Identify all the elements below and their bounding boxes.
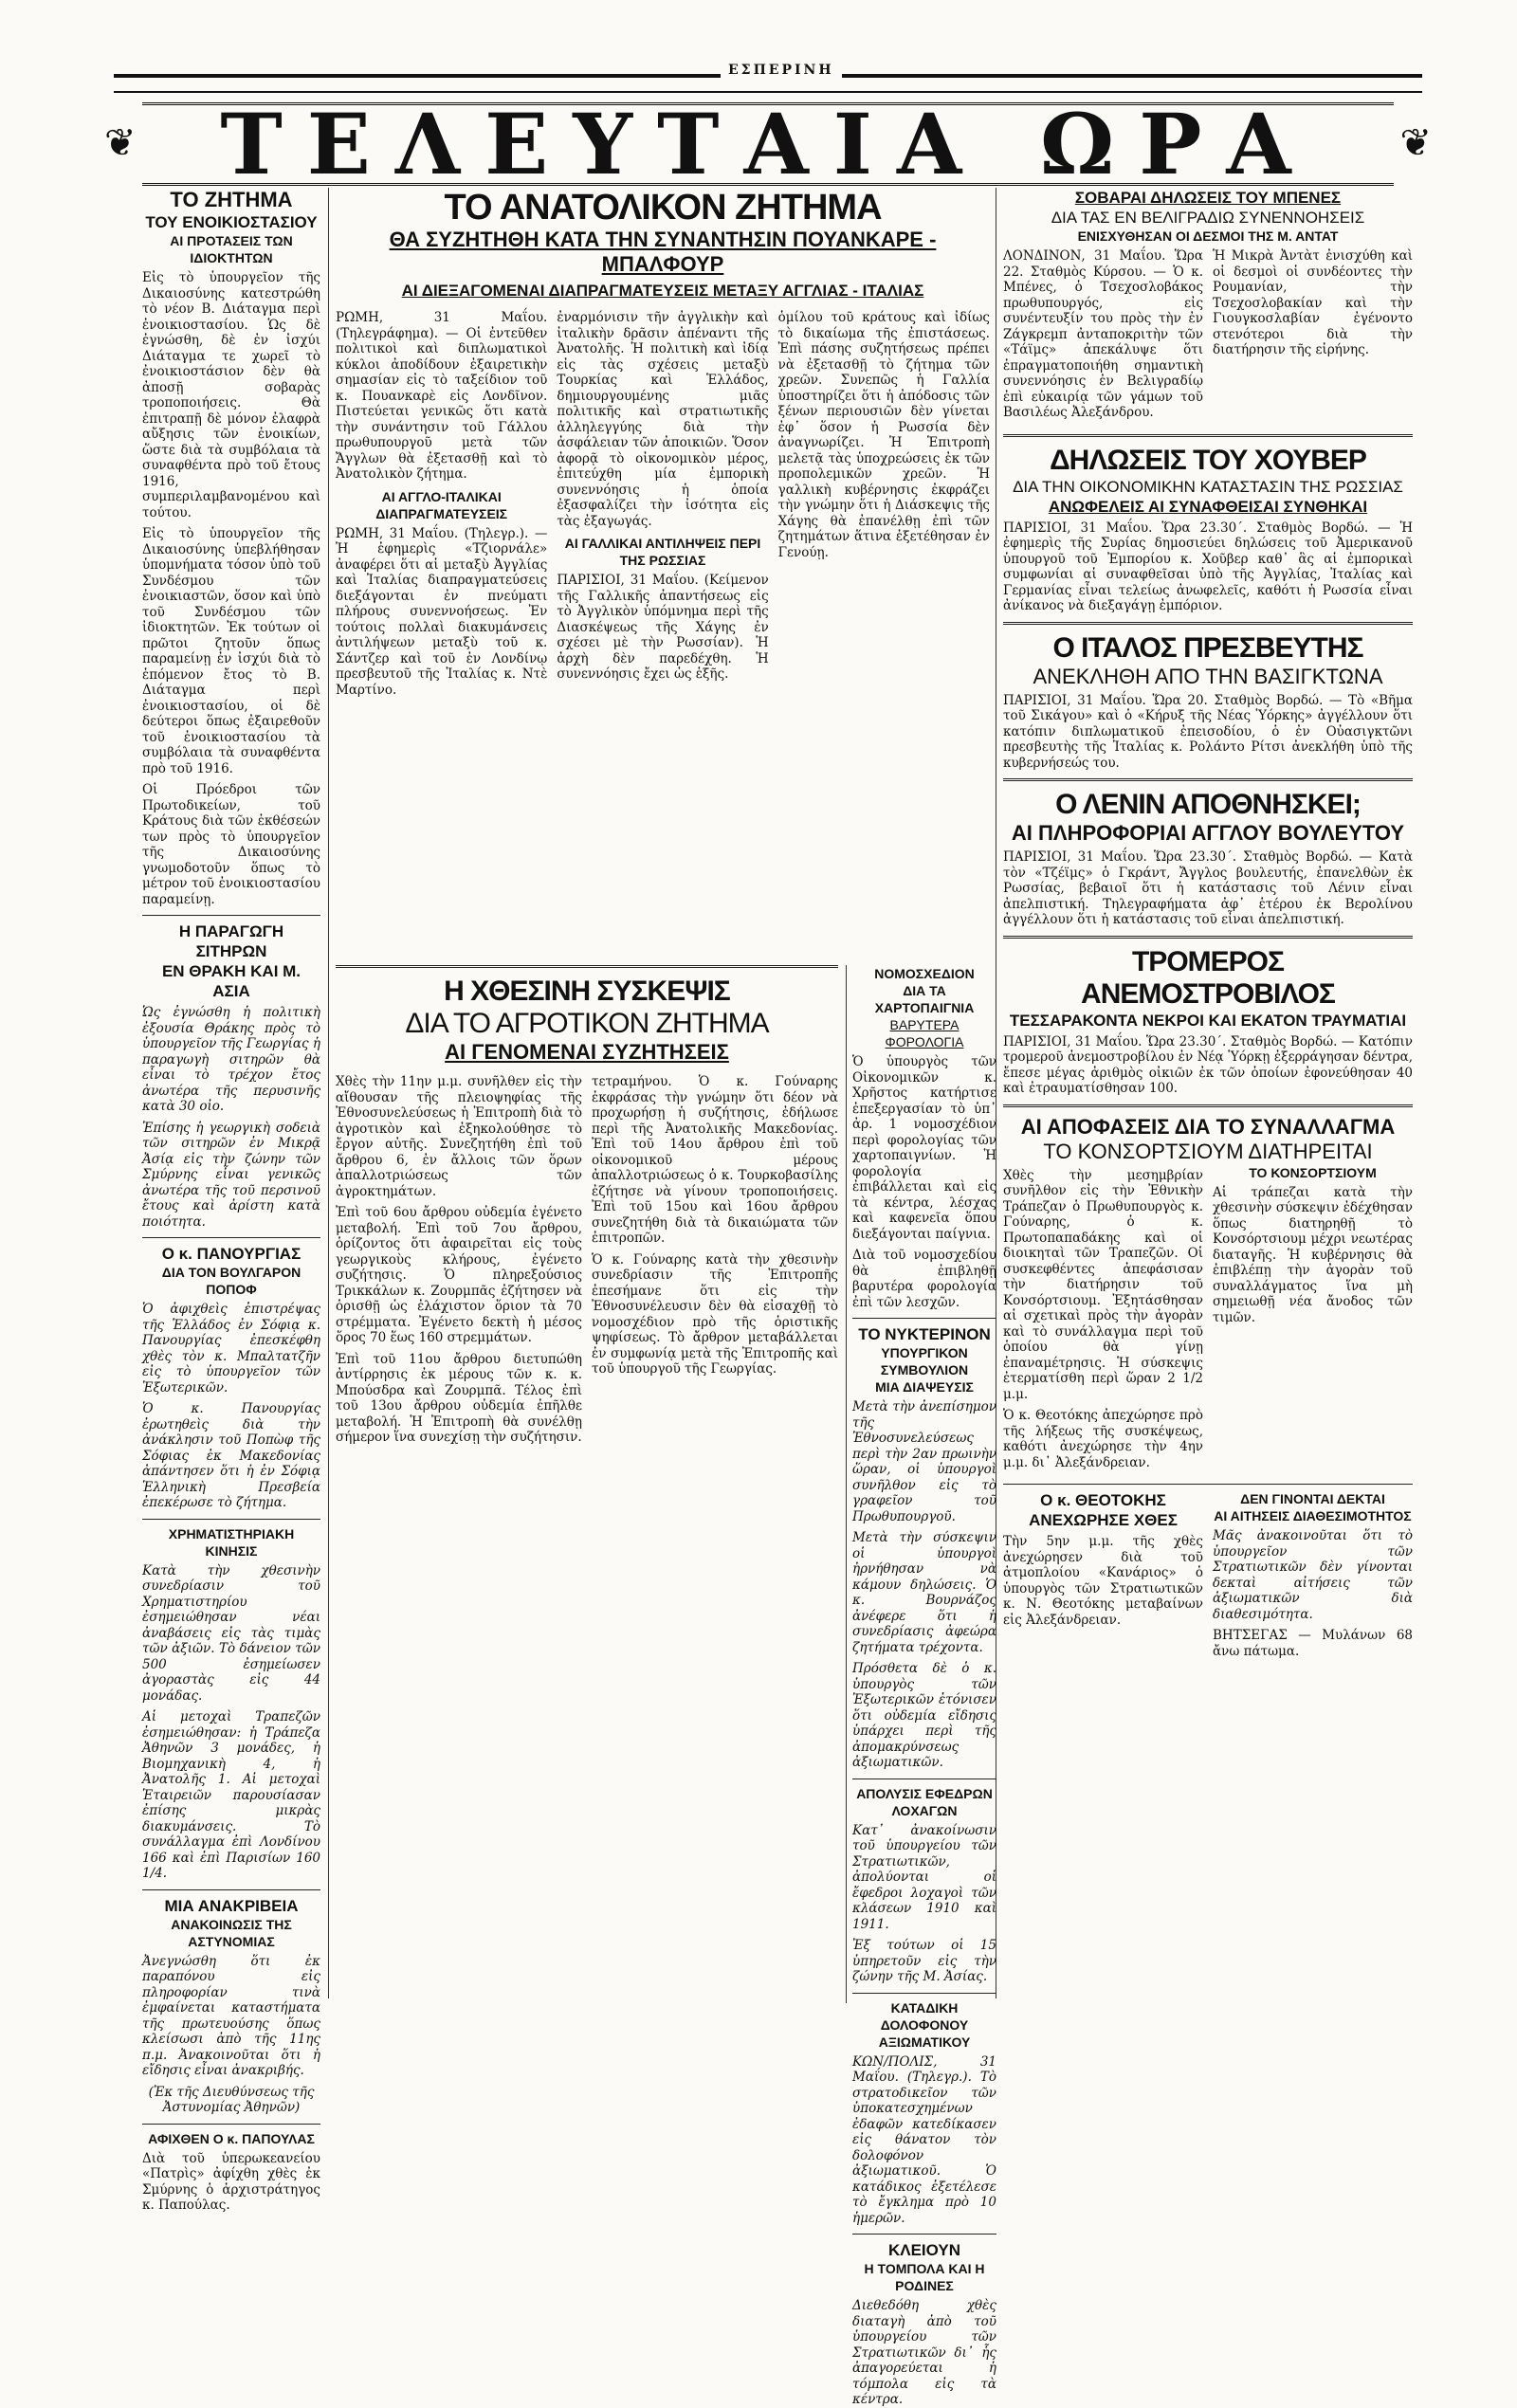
article-columns bbox=[1003, 1164, 1413, 1477]
article-body: ἐναρμόνισιν τῆν ἀγγλικὴν καὶ ἰταλικὴν δρᾶσιν ἀπέναντι τῆς Ἀνατολῆς. Ἡ πολιτικὴ καὶ ἰδίᾳ εἰς τὰς σχέσεις μεταξὺ Τουρκίας καὶ Ἑλλάδος, δημιουργουμένης μιᾶς πολιτικῆς καὶ στρατιωτικῆς ἀλληλεγγύης διὰ τὴν ἀσφάλειαν τῶν ἀποικιῶν. Ὅσον ἀφορᾷ τὸ οἰκονομικὸν μέρος, ἐπιτεύχθη μία ἐμπορικὴ συνεννόησις ἡ ὁποία ἐξασφαλίζει τὴν ἰσότητα εἰς τὰς ἐξαγωγάς. bbox=[557, 310, 769, 529]
article-subtitle: ΒΑΡΥΤΕΡΑ ΦΟΡΟΛΟΓΙΑ bbox=[885, 1017, 964, 1049]
article-body: Κατ᾽ ἀνακοίνωσιν τοῦ ὑπουργείου τῶν Στρατιωτικῶν, ἀπολύονται οἱ ἔφεδροι λοχαγοὶ τῶν κλάσεων 1910 καὶ 1911. bbox=[852, 1822, 996, 1932]
article-subtitle: ΑΙ ΓΕΝΟΜΕΝΑΙ ΣΥΖΗΤΗΣΕΙΣ bbox=[445, 1040, 729, 1064]
article-applications bbox=[1213, 1490, 1413, 1665]
article-agrarian-meeting bbox=[336, 958, 838, 2005]
article-stock-exchange bbox=[142, 1525, 320, 1882]
article-title: Ο ΙΤΑΛΟΣ ΠΡΕΣΒΕΥΤΗΣ bbox=[1052, 631, 1363, 664]
column-right bbox=[1003, 188, 1413, 2008]
article-subtitle: ΥΠΟΥΡΓΙΚΟΝ ΣΥΜΒΟΥΛΙΟΝ bbox=[880, 1345, 969, 1377]
article-title: Ο κ. ΘΕΟΤΟΚΗΣ bbox=[1040, 1491, 1166, 1509]
article-title: ΑΠΟΛΥΣΙΣ ΕΦΕΔΡΩΝ ΛΟΧΑΓΩΝ bbox=[856, 1785, 993, 1818]
article-title: Η ΧΘΕΣΙΝΗ ΣΥΣΚΕΨΙΣ bbox=[444, 976, 730, 1007]
article-body: Ἡ Μικρὰ Ἀντὰτ ἐνισχύθη καὶ οἱ δεσμοὶ οἱ συνδέοντες τὴν Ρουμανίαν, τὴν Τσεχοσλοβακίαν καὶ τὴν Γιουγκοσλαβίαν ἐγένοντο στενότεροι διὰ τὴν διατήρησιν τῆς εἰρήνης. bbox=[1213, 248, 1413, 357]
article-body: ΠΑΡΙΣΙΟΙ, 31 Μαΐου. Ὥρα 23.30΄. Σταθμὸς Βορδώ. — Κατὰ τὸν «Τζέϊμς» ὁ Γκράντ, Ἄγγλος βουλευτής, ἐπανελθὼν ἐκ Ρωσσίας, βεβαιοῖ ὅτι ἡ κατάστασις τοῦ Λένιν εἶναι ἀπελπιστική. Τηλεγραφήματα ἀφ᾽ ἑτέρου ἐκ Βερολίνου ἀγγέλλουν ὅτι ἡ κατάστασις τοῦ εἶναι ἀπελπιστική. bbox=[1003, 849, 1413, 927]
divider bbox=[1003, 622, 1413, 625]
article-card-games-bill bbox=[852, 965, 996, 1310]
divider bbox=[142, 915, 320, 916]
article-title: ΤΟΥ ΕΝΟΙΚΙΟΣΤΑΣΙΟΥ bbox=[145, 213, 318, 231]
article-column bbox=[778, 306, 990, 960]
article-body: Αἱ τράπεζαι κατὰ τὴν χθεσινὴν σύσκεψιν ἐδέχθησαν ὅπως διατηρηθῇ τὸ Κονσόρτσιουμ μέχρι νεωτέρας διαταγῆς. Ἡ κυβέρνησις θὰ ἐπιβλέπῃ τὴν ἀγορὰν τοῦ συναλλάγματος ἵνα μὴ σημειωθῇ νέα ἄνοδος τῶν τιμῶν. bbox=[1213, 1184, 1413, 1325]
divider bbox=[142, 2124, 320, 2125]
article-body: ΚΩΝ/ΠΟΛΙΣ, 31 Μαΐου. (Τηλεγρ.). Τὸ στρατοδικεῖον τῶν ὑποκατεσχημένων ἐδαφῶν κατεδίκασεν εἰς θάνατον τὸν δολοφόνον ἀξιωματικοῦ. Ὁ κατάδικος ἐξετέλεσε τὸ ἔγκλημα πρὸ 10 ἡμερῶν. bbox=[852, 2053, 996, 2226]
article-title: ΔΕΝ ΓΙΝΟΝΤΑΙ ΔΕΚΤΑΙ bbox=[1240, 1491, 1385, 1506]
article-papoulas bbox=[142, 2130, 320, 2214]
ornament-right-icon: ❦ bbox=[1399, 121, 1432, 165]
article-subtitle: ΑΝΑΚΟΙΝΩΣΙΣ ΤΗΣ ΑΣΤΥΝΟΜΙΑΣ bbox=[171, 1916, 292, 1949]
article-column bbox=[557, 306, 768, 960]
article-title: ΤΟ ΖΗΤΗΜΑ bbox=[170, 188, 293, 211]
column-rule bbox=[328, 188, 329, 1998]
divider bbox=[336, 965, 838, 968]
article-body: Πρόσθετα δὲ ὁ κ. ὑπουργὸς τῶν Ἐξωτερικῶν ἐτόνισεν ὅτι οὐδεμία εἴδησις ὑπάρχει περὶ τῆς ἀπομακρύνσεως ἀξιωματικῶν. bbox=[852, 1661, 996, 1770]
article-title: Ο ΛΕΝΙΝ ΑΠΟΘΝΗΣΚΕΙ; bbox=[1055, 789, 1361, 820]
article-body: Χθὲς τὴν μεσημβρίαν συνῆλθον εἰς τὴν Ἐθνικὴν Τράπεζαν ὁ Πρωθυπουργὸς κ. Γούναρης, ὁ κ. Πρωτοπαπαδάκης καὶ οἱ διοικηταὶ τῶν Τραπεζῶν. Οἱ συσκεφθέντες ἀπεφάσισαν τὴν διατήρησιν τοῦ Κονσόρτσιουμ. Ἐξητάσθησαν αἱ σχετικαὶ πρὸς τὴν ἀγορὰν καὶ τὸ συνάλλαγμα περὶ τοῦ ὁποίου θὰ γίνῃ ἐπαναμέτρησις. Ἡ σύσκεψις ἐτερματίσθη περὶ ὥραν 2 1/2 μ.μ. bbox=[1003, 1167, 1203, 1402]
article-hoover bbox=[1003, 445, 1413, 614]
article-subtitle: ΑΙ ΑΙΤΗΣΕΙΣ ΔΙΑΘΕΣΙΜΟΤΗΤΟΣ bbox=[1214, 1508, 1412, 1523]
article-conviction bbox=[852, 1999, 996, 2227]
article-subtitle: ΤΟ ΚΟΝΣΟΡΤΣΙΟΥΜ ΔΙΑΤΗΡΕΙΤΑΙ bbox=[1043, 1139, 1373, 1163]
article-source: (Ἐκ τῆς Διευθύνσεως τῆς Ἀστυνομίας Ἀθηνῶν) bbox=[148, 2084, 315, 2115]
article-theotokis bbox=[1003, 1490, 1203, 1665]
article-body: Εἰς τὸ ὑπουργεῖον τῆς Δικαιοσύνης κατεστρώθη τὸ νέον Β. Διάταγμα περὶ ἐνοικιοστασίου. Ὡς δὲ ἐγνώσθη, δὲ ἐν ἰσχύι Διάταγμα τε χωρεῖ τὸ ἐνοικιοστάσιον δὲν θὰ ἀποσῇ σοβαρὰς τροποποιήσεις. Θὰ ἐπιτραπῇ δὲ μόνον ἐλαφρὰ αὔξησις τῶν ἐνοικίων, ὥστε διὰ τὰ συμβόλαια τὰ συναφθέντα πρὸ τοῦ ἔτους 1916, συμπεριλαμβανομένου καὶ τούτου. bbox=[142, 270, 320, 520]
article-body: Εἰς τὸ ὑπουργεῖον τῆς Δικαιοσύνης ὑπεβλήθησαν ὑπομνήματα τόσον ὑπὸ τοῦ Συνδέσμου τῶν ἐνοικιαστῶν, ὅσον καὶ ὑπὸ τοῦ Συνδέσμου τῶν ἰδιοκτητῶν. Ἐκ τούτων οἱ πρῶτοι ζητοῦν ὅπως παραμείνῃ ἐν ἰσχύι διὰ τὸ ἑπόμενον ἔτος τὸ Β. Διάταγμα περὶ ἐνοικιοστασίου, οἱ δὲ δεύτεροι ὅπως ἐξαιρεθοῦν τοῦ ἐνοικιοστασίου τὰ συμβόλαια τὰ συναφθέντα πρὸ τοῦ 1916. bbox=[142, 526, 320, 776]
article-title: ΝΟΜΟΣΧΕΔΙΟΝ bbox=[874, 966, 975, 981]
divider bbox=[1003, 778, 1413, 781]
divider bbox=[1003, 434, 1413, 437]
section-banner bbox=[104, 95, 1432, 193]
article-body: τετραμήνου. Ὁ κ. Γούναρης ἐκφράσας τὴν γνώμην ὅτι δέον νὰ προχωρήσῃ ἡ συζήτησις, ἐδήλωσε περὶ τῆς Ἀνατολικῆς Μακεδονίας. Ἐπὶ τοῦ 14ου ἄρθρου ἐπὶ τοῦ οἰκονομικοῦ μέρους ἀπαλλοτριώσεως ὁ κ. Τουρκοβασίλης ἐζήτησε νὰ γίνουν τροποποιήσεις. Ἐπὶ τοῦ 15ου καὶ 16ου ἄρθρου συνεζητήθη διὰ τὰ δικαιώματα τῶν ἐπιτροπῶν. bbox=[592, 1074, 838, 1246]
divider bbox=[142, 1237, 320, 1238]
article-body: Μετὰ τὴν ἀνεπίσημον τῆς Ἐθνοσυνελεύσεως περὶ τὴν 2αν πρωινὴν ὥραν, οἱ ὑπουργοὶ συνῆλθον εἰς τὸ γραφεῖον τοῦ Πρωθυπουργοῦ. bbox=[852, 1399, 996, 1524]
article-body: Ἀνεγνώσθη ὅτι ἐκ παραπόνου εἰς πληροφορίαν τινὰ ἐμφαίνεται καταστήματα τῆς πρωτευούσης ὅπως κλείσωσι ἀπὸ τῆς 11ης π.μ. Ἀνακοινοῦται ὅτι ἡ εἴδησις εἶναι ἀνακριβής. bbox=[142, 1953, 320, 2078]
divider bbox=[1003, 1484, 1413, 1485]
article-title: ΤΡΟΜΕΡΟΣ ΑΝΕΜΟΣΤΡΟΒΙΛΟΣ bbox=[1081, 945, 1335, 1010]
article-body: Οἱ Πρόεδροι τῶν Πρωτοδικείων, τοῦ Κράτους διὰ τῶν ἐκθέσεών των πρὸς τὸ ὑπουργεῖον τῆς Δικαιοσύνης γνωμοδοτοῦν ὅπως τὸ μέτρον τοῦ ἐνοικιοστασίου παραμείνῃ. bbox=[142, 782, 320, 907]
article-body: Ὁ ὑπουργὸς τῶν Οἰκονομικῶν κ. Χρῆστος κατήρτισε ἐπεξεργασίαν τὸ ὑπ᾽ ἀρ. 1 νομοσχέδιον περὶ φορολογίας τῶν χαρτοπαιγνίων. Ἡ φορολογία ἐπιβάλλεται καὶ εἰς τὰ κέντρα, λέσχας καὶ καφενεῖα ὅπου διεξάγονται παίγνια. bbox=[852, 1054, 996, 1242]
article-body: ΠΑΡΙΣΙΟΙ, 31 Μαΐου. Ὥρα 20. Σταθμὸς Βορδώ. — Τὸ «Βῆμα τοῦ Σικάγου» καὶ ὁ «Κήρυξ τῆς Νέας Ὑόρκης» ἀγγέλλουν ὅτι κατόπιν διπλωματικοῦ ἐπεισοδίου, ὁ ἐν Οὐασιγκτῶνι πρεσβευτὴς τῆς Ἰταλίας κ. Ρολάντο Ρίτσι ἀνεκλήθη ὑπὸ τῆς κυβερνήσεώς του. bbox=[1003, 692, 1413, 771]
article-body: Διὰ τοῦ νομοσχεδίου θὰ ἐπιβληθῇ βαρυτέρα φορολογία ἐπὶ τῶν λεσχῶν. bbox=[852, 1248, 996, 1310]
top-rule bbox=[114, 63, 1422, 93]
article-lenin bbox=[1003, 789, 1413, 928]
article-reserve-captains bbox=[852, 1785, 996, 1985]
article-body: Ὁ κ. Θεοτόκης ἀπεχώρησε πρὸ τῆς λήξεως τῆς συσκέψεως, καθότι ἀνεχώρησε τὴν 4ην μ.μ. δι᾽ Ἀλεξάνδρειαν. bbox=[1003, 1408, 1203, 1470]
article-body: ΠΑΡΙΣΙΟΙ, 31 Μαΐου. Ὥρα 23.30΄. Σταθμὸς Βορδώ. — Ἡ ἐφημερὶς τῆς Συρίας δημοσιεύει δηλώσεις τοῦ Ἀμερικανοῦ ὑπουργοῦ τοῦ Ἐμπορίου κ. Χοῦβερ καθ᾽ ἃς αἱ ἐμπορικαὶ συμφωνίαι αἱ συναφθεῖσαι ὑπὸ τῆς Ἀγγλίας, Ἰταλίας καὶ Γερμανίας εἶναι τελείως ἀνωφελεῖς, καθότι ἡ Ρωσσία εἶναι ἀνίκανος νὰ διεξαγάγῃ ἐμπόριον. bbox=[1003, 520, 1413, 613]
article-columns bbox=[336, 1070, 838, 1451]
article-body: Ἐπὶ τοῦ 6ου ἄρθρου οὐδεμία ἐγένετο μεταβολή. Ἐπὶ τοῦ 7ου ἄρθρου, ὁρίζοντος ὅτι ἀφαιρεῖται εἰς τοὺς γεωργικοὺς κλήρους, ἐγένετο συζήτησις. Ὁ πληρεξούσιος Τρικκάλων κ. Ζουρμπᾶς ἐζήτησεν νὰ ὁρισθῇ ὡς ἐλάχιστον ὅριον τὰ 70 στρέμματα. Ἐγένετο δεκτὴ ἡ μέσος ὅρος 70 ἕως 160 στρεμμάτων. bbox=[336, 1205, 582, 1345]
ornament-left-icon: ❦ bbox=[104, 121, 137, 165]
article-body: ὁμίλου τοῦ κράτους καὶ ἰδίως τὸ δικαίωμα τῆς ἐπιστάσεως. Ἐπὶ πάσης συζητήσεως πρέπει νὰ ἐξετασθῇ τὸ ζήτημα τῶν χρεῶν. Συνεπῶς ἡ Γαλλία ὑποστηρίζει ὅτι ἡ ἀπόδοσις τῶν ξένων περιουσιῶν δὲν γίνεται ἐφ᾽ ὅσον ἡ Ρωσσία δὲν ἀναγνωρίζει. Ἡ Ἑπιτροπὴ μελετᾷ τὰς ὑποχρεώσεις ἐκ τῶν προπολεμικῶν χρεῶν. Ἡ γαλλικὴ κυβέρνησις ἐκφράζει τὴν γνώμην ὅτι ἡ Διάσκεψις τῆς Χάγης θὰ ἐπανέλθῃ ἐπὶ τῶν ζητημάτων ἅτινα ἐξετέθησαν ἐν Γενούῃ. bbox=[777, 310, 990, 560]
article-subtitle: ΔΙΑ ΤΑ ΧΑΡΤΟΠΑΙΓΝΙΑ bbox=[874, 983, 975, 1015]
article-grain-production bbox=[142, 921, 320, 1230]
divider bbox=[1003, 936, 1413, 939]
article-title: ΧΡΗΜΑΤΙΣΤΗΡΙΑΚΗ ΚΙΝΗΣΙΣ bbox=[168, 1525, 295, 1559]
article-panourgias bbox=[142, 1244, 320, 1511]
article-title: Ο κ. ΠΑΝΟΥΡΓΙΑΣ bbox=[161, 1245, 302, 1263]
article-subtitle: ΔΙΑ ΤΟ ΑΓΡΟΤΙΚΟΝ ΖΗΤΗΜΑ bbox=[405, 1008, 769, 1039]
article-exchange-decisions bbox=[1003, 1115, 1413, 1477]
article-title: Η ΠΑΡΑΓΩΓΗ ΣΙΤΗΡΩΝ bbox=[178, 922, 284, 960]
article-title: ΚΑΤΑΔΙΚΗ bbox=[890, 1999, 959, 2016]
article-columns bbox=[1003, 245, 1413, 427]
divider bbox=[142, 1519, 320, 1520]
article-title: ΑΙ ΑΠΟΦΑΣΕΙΣ ΔΙΑ ΤΟ ΣΥΝΑΛΛΑΓΜΑ bbox=[1020, 1114, 1396, 1139]
divider bbox=[852, 1318, 996, 1319]
article-subtitle: ΕΝΙΣΧΥΘΗΣΑΝ ΟΙ ΔΕΣΜΟΙ ΤΗΣ Μ. ΑΝΤΑΤ bbox=[1077, 228, 1339, 244]
article-body: Αἱ μετοχαὶ Τραπεζῶν ἐσημειώθησαν: ἡ Τράπεζα Ἀθηνῶν 3 μονάδες, ἡ Βιομηχανικὴ 4, ἡ Ἀνατολῆς 1. Αἱ μετοχαὶ Ἑταιρειῶν παρουσίασαν ἐπίσης μικρὰς διακυμάνσεις. Τὸ συνάλλαγμα ἐπὶ Λονδίνου 166 καὶ ἐπὶ Παρισίων 160 1/4. bbox=[142, 1709, 320, 1881]
article-subtitle: ΔΙΑ ΤΑΣ ΕΝ ΒΕΛΙΓΡΑΔΙΩ ΣΥΝΕΝΝΟΗΣΕΙΣ bbox=[1051, 209, 1365, 227]
article-columns bbox=[1003, 1490, 1413, 1672]
article-title: ΤΟ ΑΝΑΤΟΛΙΚΟΝ ΖΗΤΗΜΑ bbox=[444, 188, 882, 228]
article-body: Μᾶς ἀνακοινοῦται ὅτι τὸ ὑπουργεῖον τῶν Στρατιωτικῶν δὲν γίνονται δεκταὶ αἰτήσεις τῶν ἀξιωματικῶν διὰ διαθεσιμότητα. bbox=[1213, 1528, 1413, 1622]
article-subtitle: ΜΙΑ ΔΙΑΨΕΥΣΙΣ bbox=[875, 1379, 974, 1395]
article-body: Διὰ τοῦ ὑπερωκεανείου «Πατρὶς» ἀφίχθη χθὲς ἐκ Σμύρνης ὁ ἀρχιστράτηγος κ. Παπούλας. bbox=[142, 2150, 320, 2213]
article-police-notice bbox=[142, 1896, 320, 2116]
article-subtitle: ΘΑ ΣΥΖΗΤΗΘΗ ΚΑΤΑ ΤΗΝ ΣΥΝΑΝΤΗΣΙΝ ΠΟΥΑΝΚΑΡΕ - ΜΠΑΛΦΟΥΡ bbox=[389, 228, 937, 276]
article-title: ΜΙΑ ΑΝΑΚΡΙΒΕΙΑ bbox=[164, 1896, 299, 1915]
article-subtitle: ΔΟΛΟΦΟΝΟΥ ΑΞΙΩΜΑΤΙΚΟΥ bbox=[878, 2016, 971, 2050]
article-subtitle: ΔΙΑ ΤΟΝ ΒΟΥΛΓΑΡΟΝ ΠΟΠΟΦ bbox=[161, 1265, 302, 1297]
article-title: ΤΟ ΝΥΚΤΕΡΙΝΟΝ bbox=[858, 1325, 991, 1343]
article-tornado bbox=[1003, 946, 1413, 1097]
article-subtitle: ΕΝ ΘΡΑΚΗ ΚΑΙ Μ. ΑΣΙΑ bbox=[161, 962, 302, 1000]
article-column bbox=[336, 1070, 582, 1451]
article-title: ΑΦΙΧΘΕΝ Ο κ. ΠΑΠΟΥΛΑΣ bbox=[148, 2130, 315, 2146]
article-subtitle: ΤΕΣΣΑΡΑΚΟΝΤΑ ΝΕΚΡΟΙ ΚΑΙ ΕΚΑΤΟΝ ΤΡΑΥΜΑΤΙΑΙ bbox=[1009, 1011, 1407, 1030]
article-subtitle: Η ΤΟΜΠΟΛΑ ΚΑΙ Η ΡΟΔΙΝΕΣ bbox=[864, 2261, 985, 2293]
article-body: Χθὲς τὴν 11ην μ.μ. συνῆλθεν εἰς τὴν αἴθουσαν τῆς πλειοψηφίας τῆς Ἐθνοσυνελεύσεως ἡ Ἐπιτροπὴ διὰ τὸ ἀγροτικὸν καὶ ἐξηκολούθησε τὸ ἔργον αὐτῆς. Συνεζητήθη ἐπὶ τοῦ ἄρθρου 6, ἐν ἄλλοις τῶν ὅρων ἀπαλλοτριώσεως τῶν ἀγροκτημάτων. bbox=[336, 1074, 582, 1199]
article-subtitle: ΑΙ ΠΛΗΡΟΦΟΡΙΑΙ ΑΓΓΛΟΥ ΒΟΥΛΕΥΤΟΥ bbox=[1011, 821, 1405, 845]
article-body: Ἐπίσης ἡ γεωργικὴ σοδειὰ τῶν σιτηρῶν ἐν Μικρᾷ Ἀσίᾳ εἰς τὴν ζώνην τῶν Σμύρνης εἶναι γενικῶς ἀνωτέρα τῆς τοῦ περσινοῦ ἔτους καὶ ἀρίστη κατὰ ποιότητα. bbox=[142, 1120, 320, 1230]
article-body: Ὁ κ. Πανουργίας ἐρωτηθεὶς διὰ τὴν ἀνάκλησιν τοῦ Ποπὼφ τῆς Σόφιας ἐκ Μακεδονίας ἀπάντησεν ὅτι ἡ ἐν Σόφιᾳ Ἑλληνικὴ Πρεσβεία ἐπεκέρωσε τὸ ζήτημα. bbox=[142, 1401, 320, 1510]
article-body: ΡΩΜΗ, 31 Μαΐου. (Τηλεγρ.). — Ἡ ἐφημερὶς «Τζιορνάλε» ἀναφέρει ὅτι αἱ μεταξὺ Ἀγγλίας καὶ Ἰταλίας διαπραγματεύσεις διεξάγονται ἐν πνεύματι πλήρους συνεννοήσεως. Ἐν τούτοις πολλαὶ διακυμάνσεις ἀντιλήψεων μεταξὺ τοῦ κ. Σάντζερ καὶ τοῦ ἐν Λονδίνῳ πρεσβευτοῦ τῆς Ἰταλίας κ. Ντὲ Μαρτίνο. bbox=[336, 525, 548, 698]
article-italian-ambassador bbox=[1003, 632, 1413, 772]
article-subheading: ΑΙ ΑΓΓΛΟ-ΙΤΑΛΙΚΑΙ ΔΙΑΠΡΑΓΜΑΤΕΥΣΕΙΣ bbox=[375, 488, 508, 521]
article-subtitle: ΑΝΕΚΛΗΘΗ ΑΠΟ ΤΗΝ ΒΑΣΙΓΚΤΩΝΑ bbox=[1033, 664, 1383, 688]
column-middle bbox=[846, 965, 996, 2407]
divider bbox=[142, 1889, 320, 1890]
article-body: ΠΑΡΙΣΙΟΙ, 31 Μαΐου. (Κείμενον τῆς Γαλλικῆς ἀπαντήσεως εἰς τὸ Ἀγγλικὸν ὑπόμνημα περὶ τῆς Διασκέψεως τῆς Χάγης ἐν σχέσει μὲ τὴν Ρωσσίαν). Ἡ ἀρχὴ δὲν παρεδέχθη. Ἡ συνεννόησις ἔχει ὡς ἑξῆς. bbox=[557, 573, 769, 682]
column-left bbox=[142, 188, 320, 2213]
article-benes bbox=[1003, 188, 1413, 427]
divider bbox=[852, 2234, 996, 2235]
masthead-mark: ΕΣΠΕΡΙΝΗ bbox=[721, 63, 842, 78]
article-title: ΚΛΕΙΟΥΝ bbox=[887, 2241, 961, 2259]
article-body: Τὴν 5ην μ.μ. τῆς χθὲς ἀνεχώρησεν διὰ τοῦ ἀτμοπλοίου «Κανάριος» ὁ ὑπουργὸς τῶν Στρατιωτικῶν κ. Ν. Θεοτόκης μεταβαίνων εἰς Ἀλεξάνδρειαν. bbox=[1003, 1534, 1203, 1628]
article-subtitle: ΑΝΕΧΩΡΗΣΕ ΧΘΕΣ bbox=[1029, 1511, 1178, 1529]
divider bbox=[852, 1993, 996, 1994]
article-body: Κατὰ τὴν χθεσινὴν συνεδρίασιν τοῦ Χρηματιστηρίου ἐσημειώθησαν νέαι ἀναβάσεις εἰς τὰς τιμὰς τῶν ἀξιῶν. Τὸ δάνειον τῶν 500 ἐσημείωσεν ἀγοραστὰς εἰς 44 μονάδας. bbox=[142, 1562, 320, 1704]
article-eastern-question bbox=[336, 188, 990, 960]
article-subtitle: ΑΙ ΔΙΕΞΑΓΟΜΕΝΑΙ ΔΙΑΠΡΑΓΜΑΤΕΥΣΕΙΣ ΜΕΤΑΞΥ ΑΓΓΛΙΑΣ - ΙΤΑΛΙΑΣ bbox=[401, 282, 924, 300]
banner-title: ΤΕΛΕΥΤΑΙΑ ΩΡΑ bbox=[220, 95, 1316, 193]
article-column bbox=[336, 306, 547, 960]
article-body: ΡΩΜΗ, 31 Μαΐου. (Τηλεγράφημα). — Οἱ ἐντεῦθεν πολιτικοὶ καὶ διπλωματικοὶ κύκλοι ἀποδίδουν ἐξαιρετικὴν σημασίαν εἰς τὸ ταξείδιον τοῦ κ. Πουανκαρὲ εἰς Λονδῖνον. Πιστεύεται γενικῶς ὅτι κατὰ τὴν συνάντησιν τοῦ Γάλλου πρωθυπουργοῦ μετὰ τῶν Ἄγγλων θὰ ἐξετασθῇ καὶ τὸ Ἀνατολικὸν ζήτημα. bbox=[336, 310, 548, 482]
article-subheading: ΤΟ ΚΟΝΣΟΡΤΣΙΟΥΜ bbox=[1249, 1164, 1377, 1180]
article-title: ΣΟΒΑΡΑΙ ΔΗΛΩΣΕΙΣ ΤΟΥ ΜΠΕΝΕΣ bbox=[1074, 189, 1342, 207]
article-rent-control bbox=[142, 188, 320, 907]
article-subheading: ΑΙ ΓΑΛΛΙΚΑΙ ΑΝΤΙΛΗΨΕΙΣ ΠΕΡΙ ΤΗΣ ΡΩΣΣΙΑΣ bbox=[564, 536, 761, 568]
article-body: Ὡς ἐγνώσθη ἡ πολιτικὴ ἐξουσία Θράκης πρὸς τὸ ὑπουργεῖον τῆς Γεωργίας ἡ παραγωγὴ σιτηρῶν θὰ εἶναι τὸ τρέχον ἔτος ἀνωτέρα τῆς περυσινῆς κατὰ 30 οἰο. bbox=[142, 1005, 320, 1114]
article-night-cabinet bbox=[852, 1324, 996, 1771]
article-body: Ὁ κ. Γούναρης κατὰ τὴν χθεσινὴν συνεδρίασιν τῆς Ἐπιτροπῆς ἐπεσήμανε ὅτι εἰς τὴν Ἐθνοσυνέλευσιν δὲν θὰ εἰσαχθῇ τὸ νομοσχέδιον πρὸ τῆς ὁριστικῆς ψηφίσεως. Τὸ ἄρθρον μεταβάλλεται ἐν συμφωνίᾳ μετὰ τῆς Ἐπιτροπῆς καὶ τοῦ ὑπουργοῦ τῆς Γεωργίας. bbox=[592, 1251, 838, 1377]
article-body: Μετὰ τὴν σύσκεψιν οἱ ὑπουργοὶ ἠρνήθησαν νὰ κάμουν δηλώσεις. Ὁ κ. Βουρνάζος ἀνέφερε ὅτι ἡ συνεδρίασις ἀφεώρα ζητήματα τρέχοντα. bbox=[852, 1530, 996, 1655]
article-body: ΛΟΝΔΙΝΟΝ, 31 Μαΐου. Ὥρα 22. Σταθμὸς Κύρσου. — Ὁ κ. Μπένες, ὁ Τσεχοσλοβάκος πρωθυπουργός, εἰς συνέντευξίν του πρὸς τὴν ἐν Ζάγκρεμπ ἀνταποκριτὴν τῶν «Τάϊμς» ἀπεκάλυψε ὅτι ἐπραγματοποιήθη σημαντικὴ συνεννόησις ἐν Βελιγραδίῳ ἐπὶ εὐκαιρίᾳ τῶν γάμων τοῦ Βασιλέως Ἀλεξάνδρου. bbox=[1003, 248, 1203, 420]
article-body: ΒΗΤΣΕΓΑΣ — Μυλάνων 68 ἄνω πάτωμα. bbox=[1213, 1628, 1413, 1659]
article-body: ΠΑΡΙΣΙΟΙ, 31 Μαΐου. Ὥρα 23.30΄. Σταθμὸς Βορδώ. — Κατόπιν τρομεροῦ ἀνεμοστροβίλου ἐν Νέᾳ Ὑόρκῃ ἐξερράγησαν δέντρα, ἔπεσε μέγας ἀριθμὸς οἰκιῶν ἐκ τῶν ὁποίων ἐφονεύθησαν 40 καὶ ἐτραυματίσθησαν 100. bbox=[1003, 1033, 1413, 1096]
article-body: Ἐξ τούτων οἱ 15 ὑπηρετοῦν εἰς τὴν ζώνην τῆς Μ. Ἀσίας. bbox=[852, 1938, 996, 1984]
article-title: ΔΗΛΩΣΕΙΣ ΤΟΥ ΧΟΥΒΕΡ bbox=[1050, 444, 1366, 476]
article-subtitle: ΑΙ ΠΡΟΤΑΣΕΙΣ ΤΩΝ ΙΔΙΟΚΤΗΤΩΝ bbox=[170, 233, 293, 265]
article-columns bbox=[336, 306, 990, 960]
article-body: Ὁ ἀφιχθεὶς ἐπιστρέψας τῆς Ἑλλάδος ἐν Σόφιᾳ κ. Πανουργίας ἐπεσκέφθη χθὲς τὸν κ. Μπαλτατζῆν εἰς τὸ ὑπουργεῖον τῶν Ἐξωτερικῶν. bbox=[142, 1302, 320, 1396]
article-subtitle: ΑΝΩΦΕΛΕΙΣ ΑΙ ΣΥΝΑΦΘΕΙΣΑΙ ΣΥΝΘΗΚΑΙ bbox=[1048, 497, 1368, 516]
divider bbox=[1003, 1104, 1413, 1107]
article-column bbox=[592, 1070, 838, 1451]
article-body: Διεθεδόθη χθὲς διαταγὴ ἀπὸ τοῦ ὑπουργείου τῶν Στρατιωτικῶν δι᾽ ἧς ἀπαγορεύεται ἡ τόμπολα εἰς τὰ κέντρα. bbox=[852, 2298, 996, 2407]
article-closing bbox=[852, 2240, 996, 2408]
article-subtitle: ΔΙΑ ΤΗΝ ΟΙΚΟΝΟΜΙΚΗΝ ΚΑΤΑΣΤΑΣΙΝ ΤΗΣ ΡΩΣΣΙΑΣ bbox=[1013, 477, 1403, 496]
article-body: Ἐπὶ τοῦ 11ου ἄρθρου διετυπώθη ἀντίρρησις ἐκ μέρους τῶν κ. κ. Μπούσδρα καὶ Ζουρμπᾶ. Τέλος ἐπὶ τοῦ 13ου ἄρθρου οὐδεμία ἐπῆλθε μεταβολή. Ἡ Ἐπιτροπὴ θὰ συνέλθῃ σήμερον ἵνα συνεχίσῃ τὴν συζήτησιν. bbox=[336, 1351, 582, 1445]
